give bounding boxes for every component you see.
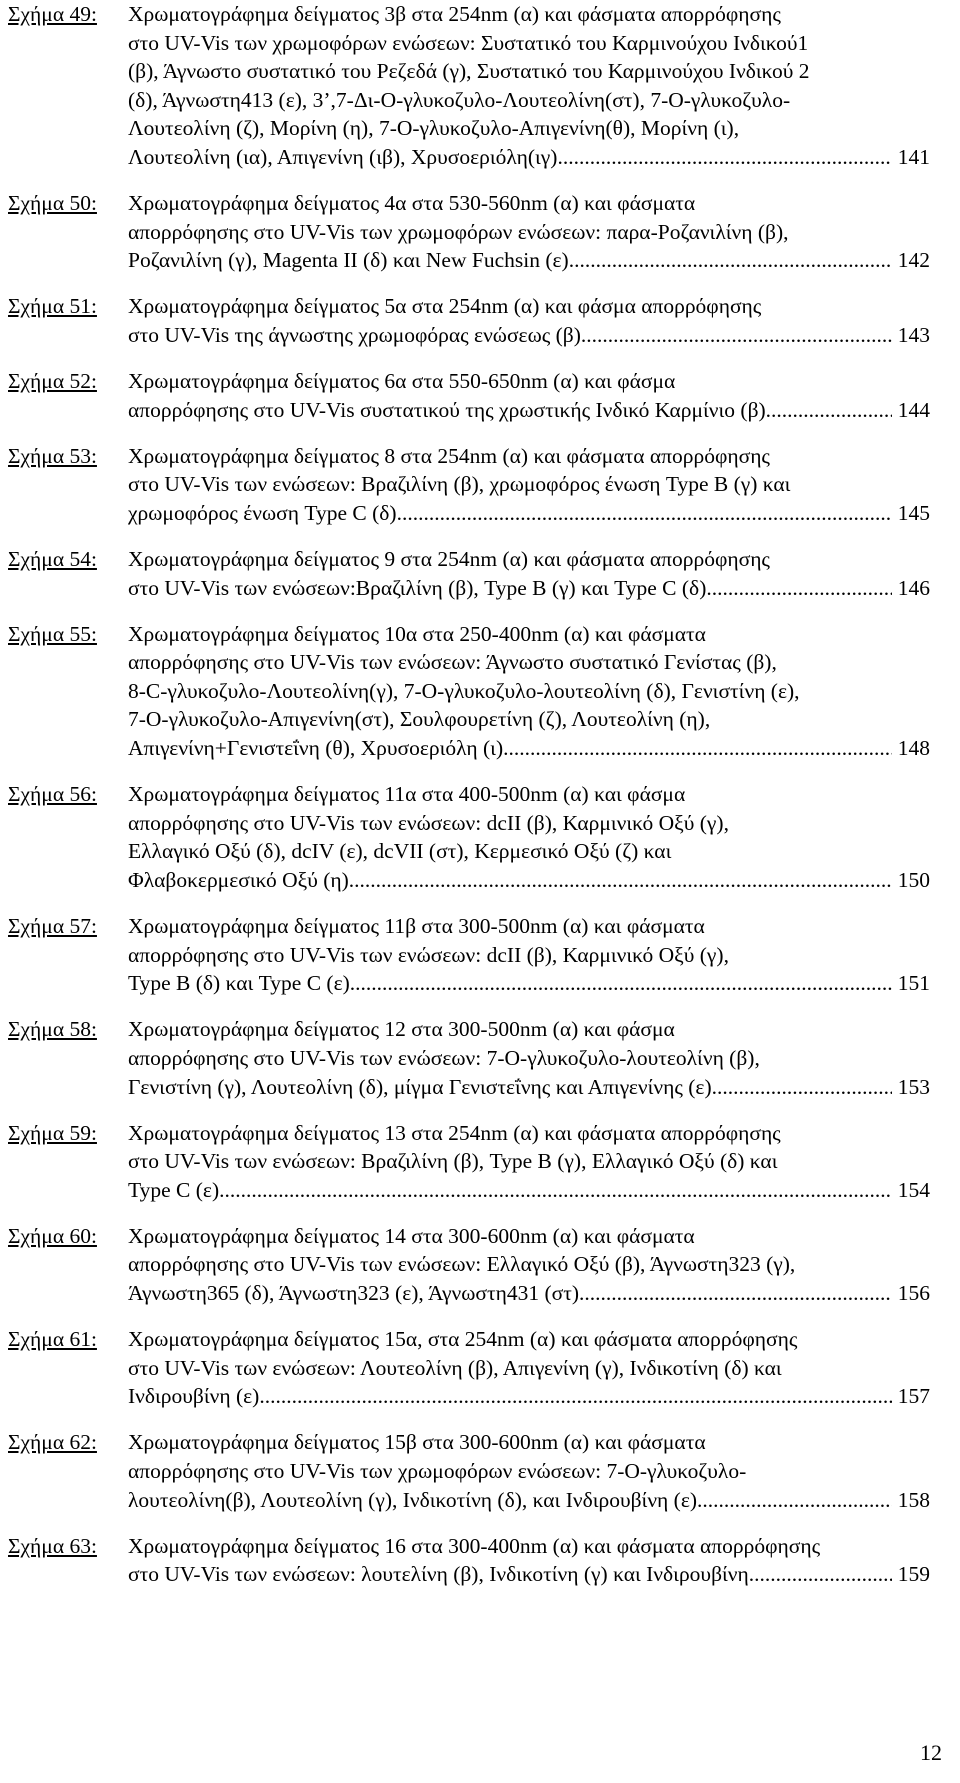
figure-label: Σχήμα 56: bbox=[8, 782, 97, 807]
caption-line: απορρόφησης στο UV-Vis των ενώσεων: dcII (β), Καρμινικό Οξύ (γ), bbox=[128, 942, 729, 967]
caption-line: απορρόφησης στο UV-Vis των ενώσεων: dcII (β), Καρμινικό Οξύ (γ), bbox=[128, 810, 729, 835]
toc-entry[interactable] bbox=[8, 0, 930, 172]
caption-last-line bbox=[128, 574, 930, 603]
caption-last-line bbox=[128, 1382, 930, 1411]
caption-line: στο UV-Vis των ενώσεων:Βραζιλίνη (β), Type B (γ) και Type C (δ) bbox=[128, 575, 707, 600]
figure-label: Σχήμα 58: bbox=[8, 1017, 97, 1042]
dot-leader bbox=[349, 866, 892, 895]
figure-label: Σχήμα 59: bbox=[8, 1120, 97, 1145]
dot-leader bbox=[712, 1073, 892, 1102]
caption-line: Χρωματογράφημα δείγματος 16 στα 300-400nm (α) και φάσματα απορρόφησης bbox=[128, 1533, 821, 1558]
toc-page-number[interactable]: 154 bbox=[897, 1177, 930, 1202]
caption-line: Απιγενίνη+Γενιστεΐνη (θ), Χρυσοεριόλη (ι) bbox=[128, 736, 504, 761]
caption-line: Χρωματογράφημα δείγματος 9 στα 254nm (α) και φάσματα απορρόφησης bbox=[128, 547, 770, 571]
toc-page-number[interactable]: 159 bbox=[897, 1562, 930, 1587]
caption-line: Φλαβοκερμεσικό Οξύ (η) bbox=[128, 867, 349, 892]
dot-leader bbox=[397, 499, 892, 528]
figure-label: Σχήμα 63: bbox=[8, 1533, 97, 1558]
figure-label: Σχήμα 60: bbox=[8, 1223, 97, 1248]
dot-leader bbox=[350, 969, 892, 998]
caption-line: Ελλαγικό Οξύ (δ), dcIV (ε), dcVII (στ), Κερμεσικό Οξύ (ζ) και bbox=[128, 839, 672, 864]
dot-leader bbox=[766, 396, 892, 425]
figure-label: Σχήμα 49: bbox=[8, 2, 97, 26]
toc-entry[interactable] bbox=[8, 1015, 930, 1101]
caption-line: Χρωματογράφημα δείγματος 14 στα 300-600nm (α) και φάσματα bbox=[128, 1223, 695, 1248]
caption-line: Χρωματογράφημα δείγματος 11β στα 300-500nm (α) και φάσματα bbox=[128, 914, 705, 939]
toc-entry[interactable] bbox=[8, 620, 930, 763]
caption-line: Χρωματογράφημα δείγματος 15β στα 300-600nm (α) και φάσματα bbox=[128, 1430, 706, 1455]
toc-entry[interactable] bbox=[8, 912, 930, 998]
dot-leader bbox=[579, 1279, 892, 1308]
dot-leader bbox=[581, 321, 892, 350]
toc-entry[interactable] bbox=[8, 545, 930, 602]
caption-line: (β), Άγνωστο συστατικό του Ρεζεδά (γ), Συστατικό του Καρμινούχου Ινδικού 2 bbox=[128, 59, 810, 84]
caption-last-line bbox=[128, 396, 930, 425]
caption-line: Χρωματογράφημα δείγματος 13 στα 254nm (α) και φάσματα απορρόφησης bbox=[128, 1120, 781, 1145]
toc-page-number[interactable]: 146 bbox=[897, 575, 930, 600]
caption-last-line bbox=[128, 499, 930, 528]
caption-last-line bbox=[128, 1073, 930, 1102]
caption-line: Χρωματογράφημα δείγματος 10α στα 250-400nm (α) και φάσματα bbox=[128, 621, 706, 646]
caption-last-line bbox=[128, 143, 930, 172]
caption-line: απορρόφησης στο UV-Vis των ενώσεων: Ελλαγικό Οξύ (β), Άγνωστη323 (γ), bbox=[128, 1252, 796, 1277]
caption-line: Χρωματογράφημα δείγματος 12 στα 300-500nm (α) και φάσμα bbox=[128, 1017, 675, 1042]
caption-line: στο UV-Vis των χρωμοφόρων ενώσεων: Συστατικό του Καρμινούχου Ινδικού1 bbox=[128, 30, 809, 55]
toc-entry[interactable] bbox=[8, 1119, 930, 1205]
figure-label: Σχήμα 62: bbox=[8, 1430, 97, 1455]
list-of-figures bbox=[8, 0, 930, 1606]
figure-label: Σχήμα 52: bbox=[8, 369, 97, 394]
dot-leader bbox=[259, 1382, 891, 1411]
toc-entry[interactable] bbox=[8, 1325, 930, 1411]
toc-page-number[interactable]: 150 bbox=[897, 867, 930, 892]
caption-line: Χρωματογράφημα δείγματος 3β στα 254nm (α) και φάσματα απορρόφησης bbox=[128, 2, 781, 26]
caption-line: Type C (ε) bbox=[128, 1177, 220, 1202]
caption-line: στο UV-Vis των ενώσεων: Βραζιλίνη (β), χρωμοφόρος ένωση Type B (γ) και bbox=[128, 472, 791, 497]
toc-page-number[interactable]: 157 bbox=[897, 1384, 930, 1409]
caption-line: στο UV-Vis των ενώσεων: Λουτεολίνη (β), Απιγενίνη (γ), Ινδικοτίνη (δ) και bbox=[128, 1355, 782, 1380]
figure-label: Σχήμα 55: bbox=[8, 621, 97, 646]
caption-last-line bbox=[128, 1176, 930, 1205]
toc-page-number[interactable]: 151 bbox=[897, 971, 930, 996]
dot-leader bbox=[569, 246, 892, 275]
toc-page-number[interactable]: 148 bbox=[897, 736, 930, 761]
toc-entry[interactable] bbox=[8, 292, 930, 349]
caption-line: στο UV-Vis των ενώσεων: λουτελίνη (β), Ινδικοτίνη (γ) και Ινδιρουβίνη bbox=[128, 1562, 749, 1587]
toc-entry[interactable] bbox=[8, 1222, 930, 1308]
toc-page-number[interactable]: 145 bbox=[897, 500, 930, 525]
caption-line: Χρωματογράφημα δείγματος 5α στα 254nm (α) και φάσμα απορρόφησης bbox=[128, 294, 762, 319]
toc-page-number[interactable]: 142 bbox=[897, 248, 930, 273]
caption-last-line bbox=[128, 1279, 930, 1308]
toc-page-number[interactable]: 156 bbox=[897, 1281, 930, 1306]
caption-last-line bbox=[128, 246, 930, 275]
dot-leader bbox=[557, 143, 891, 172]
caption-line: Γενιστίνη (γ), Λουτεολίνη (δ), μίγμα Γενιστεΐνης και Απιγενίνης (ε) bbox=[128, 1074, 712, 1099]
toc-page-number[interactable]: 144 bbox=[897, 397, 930, 422]
caption-last-line bbox=[128, 321, 930, 350]
caption-line: απορρόφησης στο UV-Vis των ενώσεων: 7-O-γλυκοζυλο-λουτεολίνη (β), bbox=[128, 1045, 760, 1070]
caption-line: Άγνωστη365 (δ), Άγνωστη323 (ε), Άγνωστη431 (στ) bbox=[128, 1281, 580, 1306]
figure-label: Σχήμα 50: bbox=[8, 191, 97, 216]
caption-last-line bbox=[128, 734, 930, 763]
caption-line: 8-C-γλυκοζυλο-Λουτεολίνη(γ), 7-O-γλυκοζυλο-λουτεολίνη (δ), Γενιστίνη (ε), bbox=[128, 678, 800, 703]
toc-page-number[interactable]: 158 bbox=[897, 1487, 930, 1512]
caption-line: Χρωματογράφημα δείγματος 6α στα 550-650nm (α) και φάσμα bbox=[128, 369, 676, 394]
caption-line: στο UV-Vis της άγνωστης χρωμοφόρας ενώσεως (β) bbox=[128, 322, 581, 347]
toc-entry[interactable] bbox=[8, 189, 930, 275]
figure-label: Σχήμα 57: bbox=[8, 914, 97, 939]
caption-line: Χρωματογράφημα δείγματος 8 στα 254nm (α) και φάσματα απορρόφησης bbox=[128, 443, 770, 468]
toc-page-number[interactable]: 153 bbox=[897, 1074, 930, 1099]
caption-line: απορρόφησης στο UV-Vis των χρωμοφόρων ενώσεων: παρα-Ροζανιλίνη (β), bbox=[128, 219, 789, 244]
caption-last-line bbox=[128, 1486, 930, 1515]
caption-line: απορρόφησης στο UV-Vis συστατικού της χρωστικής Ινδικό Καρμίνιο (β) bbox=[128, 397, 766, 422]
toc-entry[interactable] bbox=[8, 1532, 930, 1589]
caption-line: στο UV-Vis των ενώσεων: Βραζιλίνη (β), Type B (γ), Ελλαγικό Οξύ (δ) και bbox=[128, 1149, 778, 1174]
dot-leader bbox=[219, 1176, 892, 1205]
figure-label: Σχήμα 53: bbox=[8, 443, 97, 468]
toc-entry[interactable] bbox=[8, 780, 930, 894]
caption-line: Χρωματογράφημα δείγματος 15α, στα 254nm (α) και φάσματα απορρόφησης bbox=[128, 1327, 798, 1352]
figure-label: Σχήμα 51: bbox=[8, 294, 97, 319]
caption-line: (δ), Άγνωστη413 (ε), 3’,7-Δι-O-γλυκοζυλο-Λουτεολίνη(στ), 7-O-γλυκοζυλο- bbox=[128, 87, 791, 112]
toc-entry[interactable] bbox=[8, 442, 930, 528]
toc-page-number[interactable]: 141 bbox=[897, 144, 930, 169]
caption-line: χρωμοφόρος ένωση Type C (δ) bbox=[128, 500, 397, 525]
toc-entry[interactable] bbox=[8, 1428, 930, 1514]
page-number: 12 bbox=[920, 1740, 942, 1765]
caption-line: Χρωματογράφημα δείγματος 4α στα 530-560nm (α) και φάσματα bbox=[128, 191, 696, 216]
caption-line: Λουτεολίνη (ια), Απιγενίνη (ιβ), Χρυσοεριόλη(ιγ) bbox=[128, 144, 558, 169]
caption-line: Type B (δ) και Type C (ε) bbox=[128, 971, 350, 996]
caption-line: Χρωματογράφημα δείγματος 11α στα 400-500nm (α) και φάσμα bbox=[128, 782, 686, 807]
caption-last-line bbox=[128, 866, 930, 895]
dot-leader bbox=[503, 734, 892, 763]
caption-line: απορρόφησης στο UV-Vis των χρωμοφόρων ενώσεων: 7-O-γλυκοζυλο- bbox=[128, 1459, 747, 1484]
caption-line: απορρόφησης στο UV-Vis των ενώσεων: Άγνωστο συστατικό Γενίστας (β), bbox=[128, 650, 777, 675]
dot-leader bbox=[706, 574, 891, 603]
caption-last-line bbox=[128, 1560, 930, 1589]
dot-leader bbox=[749, 1560, 892, 1589]
toc-entry[interactable] bbox=[8, 367, 930, 424]
caption-line: λουτεολίνη(β), Λουτεολίνη (γ), Ινδικοτίνη (δ), και Ινδιρουβίνη (ε) bbox=[128, 1487, 698, 1512]
caption-line: 7-O-γλυκοζυλο-Απιγενίνη(στ), Σουλφουρετίνη (ζ), Λουτεολίνη (η), bbox=[128, 707, 711, 732]
figure-label: Σχήμα 61: bbox=[8, 1327, 97, 1352]
caption-line: Λουτεολίνη (ζ), Μορίνη (η), 7-O-γλυκοζυλο-Απιγενίνη(θ), Μορίνη (ι), bbox=[128, 116, 740, 141]
caption-line: Ροζανιλίνη (γ), Magenta II (δ) και New Fuchsin (ε) bbox=[128, 248, 569, 273]
toc-page-number[interactable]: 143 bbox=[897, 322, 930, 347]
caption-last-line bbox=[128, 969, 930, 998]
dot-leader bbox=[697, 1486, 892, 1515]
caption-line: Ινδιρουβίνη (ε) bbox=[128, 1384, 260, 1409]
figure-label: Σχήμα 54: bbox=[8, 547, 97, 571]
